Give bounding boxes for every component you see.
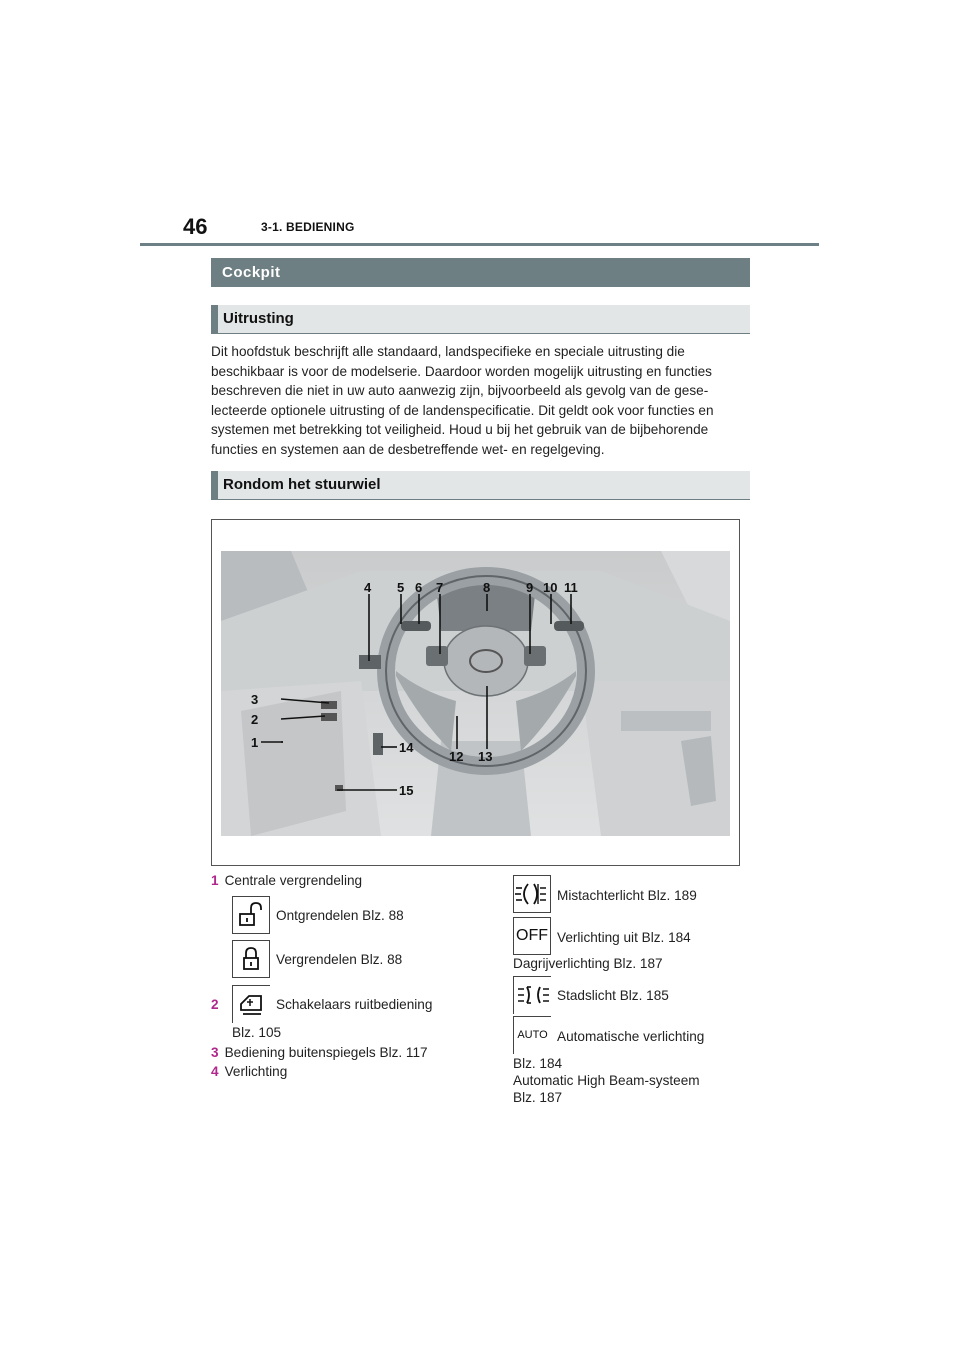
legend-label-2: Schakelaars ruitbediening [276, 997, 433, 1012]
callout-3: 3 [251, 692, 259, 707]
legend-num-3: 3 [211, 1045, 219, 1060]
main-heading: Cockpit [211, 258, 750, 287]
legend-ahb-ref: Blz. 187 [513, 1090, 563, 1105]
intro-text: Dit hoofdstuk beschrijft alle standaard, landspecifieke en speciale uitrusting die beschikbaar is voor de modelserie. Daardoor worden mogelijk uitrusting en functies beschreven die niet in uw auto aanwezig zijn, bijvoorbeeld als gevolg van de geselecteerde optionele uitrusting of de landenspecificatie. Dit geldt ook voor functies en systemen met betrekking tot veiligheid. Houd u bij het gebruik van de bijbehorende functies en systemen aan de desbetreffende wet- en regelgeving. [211, 344, 714, 457]
callout-11: 11 [564, 580, 578, 595]
cockpit-illustration [221, 551, 730, 836]
auto-lights-icon-text: AUTO [517, 1029, 548, 1041]
callout-14: 14 [399, 740, 414, 755]
section-title: 3-1. BEDIENING [261, 220, 355, 234]
legend-item-3 [211, 1044, 428, 1061]
parking-light-icon [513, 976, 551, 1014]
legend-item-1 [211, 872, 362, 889]
window-switch-icon [232, 985, 270, 1023]
unlock-icon [232, 896, 270, 934]
auto-lights-icon [513, 1016, 551, 1054]
legend-drl-label: Dagrijverlichting Blz. 187 [513, 956, 663, 971]
legend-num-4: 4 [211, 1064, 219, 1079]
section-heading-uitrusting: Uitrusting [211, 305, 750, 334]
legend-fog-label: Mistachterlicht Blz. 189 [557, 888, 697, 903]
callout-13: 13 [478, 749, 493, 764]
legend-num-1: 1 [211, 873, 219, 888]
legend-label-4: Verlichting [224, 1064, 288, 1079]
legend-parking-label: Stadslicht Blz. 185 [557, 988, 669, 1003]
section-heading-stuurwiel: Rondom het stuurwiel [211, 471, 750, 500]
legend-auto-ref: Blz. 184 [513, 1056, 563, 1071]
rear-fog-light-icon [513, 875, 551, 913]
legend-ref-2: Blz. 105 [232, 1025, 282, 1040]
legend-auto-label: Automatische verlichting [557, 1029, 705, 1044]
legend-item-2 [211, 996, 225, 1013]
callout-12: 12 [449, 749, 464, 764]
callout-6: 6 [415, 580, 423, 595]
callout-7: 7 [436, 580, 444, 595]
legend-label-1: Centrale vergrendeling [224, 873, 363, 888]
lights-off-icon-text: OFF [516, 927, 548, 944]
legend-lock-label: Vergrendelen Blz. 88 [276, 952, 403, 967]
lock-icon [232, 940, 270, 978]
callout-10: 10 [543, 580, 558, 595]
callout-1: 1 [251, 735, 259, 750]
callout-9: 9 [526, 580, 534, 595]
callout-4: 4 [364, 580, 372, 595]
legend-label-3: Bediening buitenspiegels Blz. 117 [224, 1045, 428, 1060]
legend-unlock-label: Ontgrendelen Blz. 88 [276, 908, 404, 923]
cockpit-figure [211, 519, 740, 866]
legend-off-label: Verlichting uit Blz. 184 [557, 930, 691, 945]
callout-2: 2 [251, 712, 259, 727]
lights-off-icon [513, 917, 551, 955]
page-number: 46 [183, 214, 208, 239]
callout-8: 8 [483, 580, 491, 595]
legend-item-4 [211, 1063, 287, 1080]
legend-num-2: 2 [211, 997, 219, 1012]
header-rule [140, 243, 819, 246]
callout-5: 5 [397, 580, 405, 595]
legend-ahb-label: Automatic High Beam-systeem [513, 1073, 700, 1088]
callout-15: 15 [399, 783, 414, 798]
